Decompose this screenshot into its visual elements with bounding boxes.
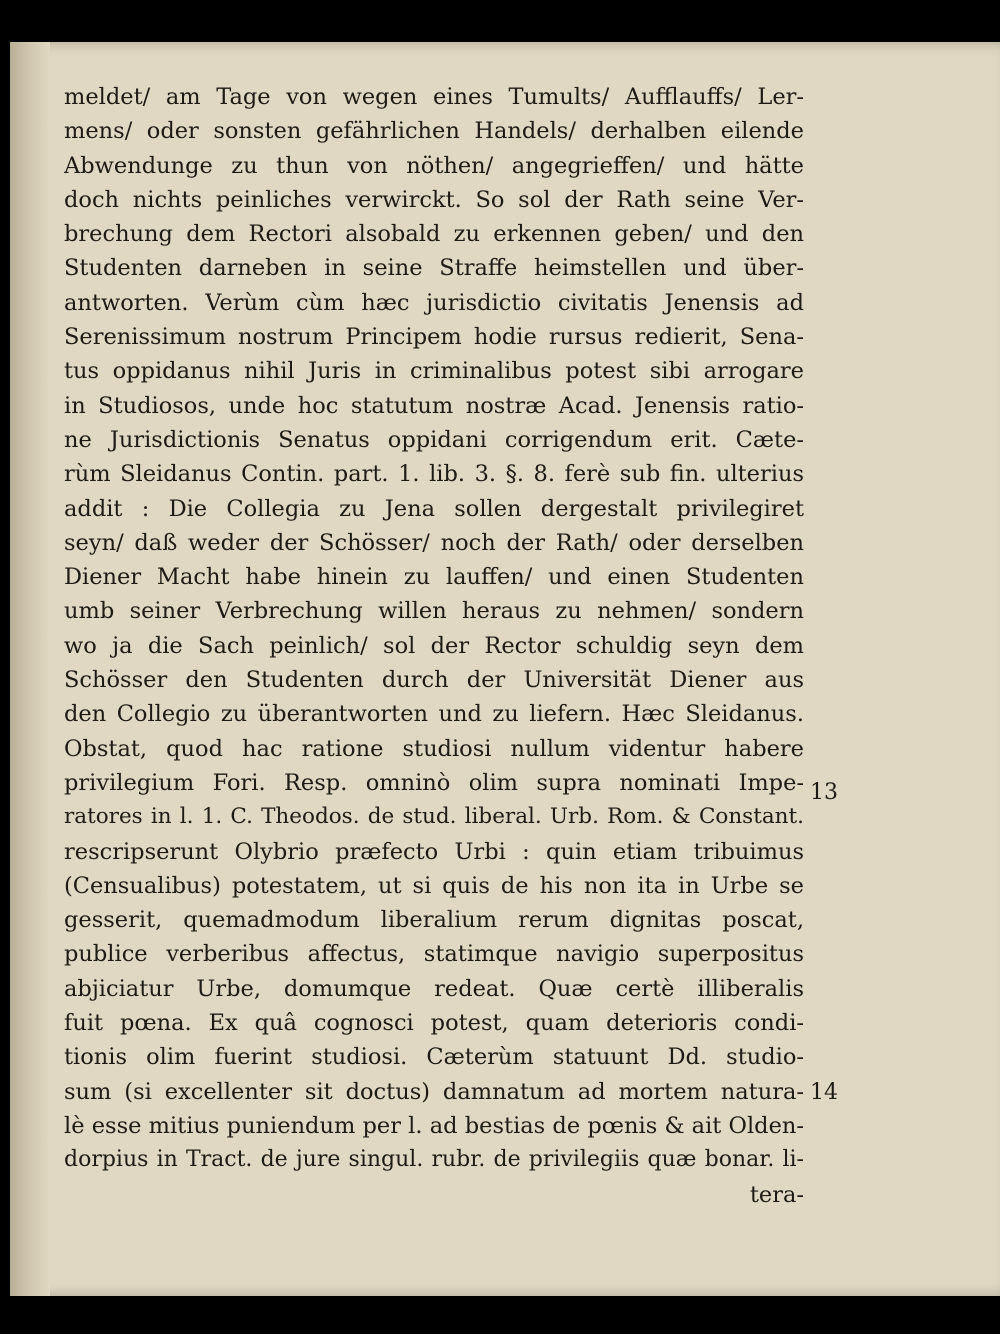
text-line: wo ja die Sach peinlich/ sol der Rector schuldig seyn dem xyxy=(64,632,804,659)
margin-number: 13 xyxy=(810,780,838,805)
page-gutter-shadow xyxy=(10,42,50,1296)
catchword: tera- xyxy=(749,1181,804,1208)
text-line: publice verberibus affectus, statimque navigio superpositus xyxy=(64,941,804,968)
text-line: dorpius in Tract. de jure singul. rubr. de privilegiis quæ bonar. li- xyxy=(64,1147,804,1173)
text-line: umb seiner Verbrechung willen heraus zu nehmen/ sondern xyxy=(64,598,804,625)
text-line: rescripserunt Olybrio præfecto Urbi : quin etiam tribuimus xyxy=(64,838,804,865)
text-line: Obstat, quod hac ratione studiosi nullum videntur habere xyxy=(64,735,804,762)
text-line: abjiciatur Urbe, domumque redeat. Quæ certè illiberalis xyxy=(64,975,804,1002)
text-line: brechung dem Rectori alsobald zu erkennen geben/ und den xyxy=(64,221,804,248)
text-line: ratores in l. 1. C. Theodos. de stud. liberal. Urb. Rom. & Constant. xyxy=(64,804,804,830)
text-line: (Censualibus) potestatem, ut si quis de his non ita in Urbe se xyxy=(64,872,804,899)
text-line: meldet/ am Tage von wegen eines Tumults/ Aufflauffs/ Ler- xyxy=(64,84,804,110)
text-line: Schösser den Studenten durch der Universität Diener aus xyxy=(64,667,804,694)
text-line: doch nichts peinliches verwirckt. So sol der Rath seine Ver- xyxy=(64,186,804,213)
text-line: antworten. Verùm cùm hæc jurisdictio civitatis Jenensis ad xyxy=(64,289,804,316)
text-line: Diener Macht habe hinein zu lauffen/ und einen Studenten xyxy=(64,564,804,591)
text-line: fuit pœna. Ex quâ cognosci potest, quam deterioris condi- xyxy=(64,1010,804,1037)
margin-number: 14 xyxy=(810,1080,838,1105)
text-line: in Studiosos, unde hoc statutum nostræ Acad. Jenensis ratio- xyxy=(64,392,804,419)
text-line: lè esse mitius puniendum per l. ad bestias de pœnis & ait Olden- xyxy=(64,1112,804,1139)
text-line: gesserit, quemadmodum liberalium rerum dignitas poscat, xyxy=(64,907,804,934)
body-text xyxy=(64,80,838,1212)
text-line: seyn/ daß weder der Schösser/ noch der Rath/ oder derselben xyxy=(64,529,804,556)
text-line: addit : Die Collegia zu Jena sollen dergestalt privilegiret xyxy=(64,495,804,522)
text-line: Abwendunge zu thun von nöthen/ angegrieffen/ und hätte xyxy=(64,152,804,179)
text-line: rùm Sleidanus Contin. part. 1. lib. 3. §. 8. ferè sub fin. ulterius xyxy=(64,461,804,488)
text-line: sum (si excellenter sit doctus) damnatum ad mortem natura- xyxy=(64,1078,804,1105)
text-line: mens/ oder sonsten gefährlichen Handels/ derhalben eilende xyxy=(64,118,804,145)
text-line: tionis olim fuerint studiosi. Cæterùm statuunt Dd. studio- xyxy=(64,1044,804,1071)
text-line: tus oppidanus nihil Juris in criminalibus potest sibi arrogare xyxy=(64,358,804,385)
text-line: den Collegio zu überantworten und zu liefern. Hæc Sleidanus. xyxy=(64,701,804,728)
book-page xyxy=(10,42,1000,1296)
text-line: Serenissimum nostrum Principem hodie rursus redierit, Sena- xyxy=(64,324,804,351)
text-line: ne Jurisdictionis Senatus oppidani corrigendum erit. Cæte- xyxy=(64,426,804,453)
text-line: Studenten darneben in seine Straffe heimstellen und über- xyxy=(64,255,804,282)
text-line: privilegium Fori. Resp. omninò olim supra nominati Impe- xyxy=(64,769,804,796)
